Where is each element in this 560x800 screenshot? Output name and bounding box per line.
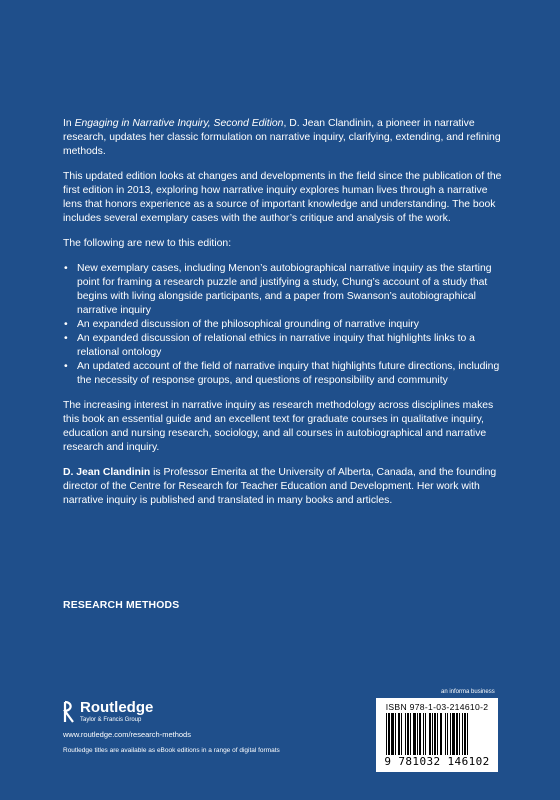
informa-label: an informa business	[441, 689, 495, 695]
routledge-logo-icon	[63, 700, 75, 724]
publisher-block	[63, 700, 363, 754]
ebook-note: Routledge titles are available as eBook editions in a range of digital formats	[63, 747, 280, 754]
list-intro: The following are new to this edition:	[63, 238, 232, 249]
list-item: • New exemplary cases, including Menon’s autobiographical narrative inquiry as the starting point for framing a research puzzle and justifying a study, Chung’s account of a study that begins with living alongside participants, and a paper from Swanson’s autobiographical narrative inquiry	[63, 262, 507, 318]
back-cover-text	[63, 117, 507, 508]
intro-paragraph	[63, 117, 507, 159]
publisher-name: Routledge	[80, 699, 154, 716]
list-item: • An expanded discussion of relational ethics in narrative inquiry that highlights links to a relational ontology	[63, 332, 507, 360]
publisher-logo	[63, 700, 363, 724]
publisher-group: Taylor & Francis Group	[80, 717, 142, 723]
barcode-box	[376, 698, 498, 772]
list-item: • An updated account of the field of narrative inquiry that highlights future directions, including the necessity of response groups, and questions of responsibility and community	[63, 360, 507, 388]
author-bio	[63, 466, 507, 508]
list-item: • An expanded discussion of the philosophical grounding of narrative inquiry	[63, 318, 507, 332]
author-name: D. Jean Clandinin	[63, 467, 151, 478]
isbn: ISBN 978-1-03-214610-2	[385, 702, 489, 712]
series-label: RESEARCH METHODS	[63, 600, 180, 611]
interest-paragraph: The increasing interest in narrative inquiry as research methodology across disciplines makes this book an essential guide and an excellent text for graduate courses in qualitative inquiry, education and nursing research, sociology, and all courses in autobiographical and narrative research and inquiry.	[63, 400, 494, 453]
barcode-digits: 9 781032 146102	[384, 755, 490, 768]
new-items-list	[63, 262, 507, 388]
author-bio-text: is Professor Emerita at the University of Alberta, Canada, and the founding director of the Centre for Research for Teacher Education and Development. Her work with narrative inquiry is published and translated in many books and articles.	[63, 467, 497, 506]
intro-prefix: In	[63, 118, 75, 129]
book-title: Engaging in Narrative Inquiry, Second Edition	[74, 118, 284, 129]
updated-edition-paragraph: This updated edition looks at changes and developments in the field since the publication of the first edition in 2013, exploring how narrative inquiry explores human lives through a narrative lens that honors experience as a source of important knowledge and understanding. The book includes several exemplary cases with the author’s critique and analysis of the work.	[63, 171, 502, 224]
barcode-icon	[386, 713, 488, 755]
publisher-url[interactable]: www.routledge.com/research-methods	[63, 730, 191, 739]
intro-suffix: , D. Jean Clandinin, a pioneer in narrative research, updates her classic formulation on narrative inquiry, clarifying, extending, and refining methods.	[63, 118, 501, 157]
